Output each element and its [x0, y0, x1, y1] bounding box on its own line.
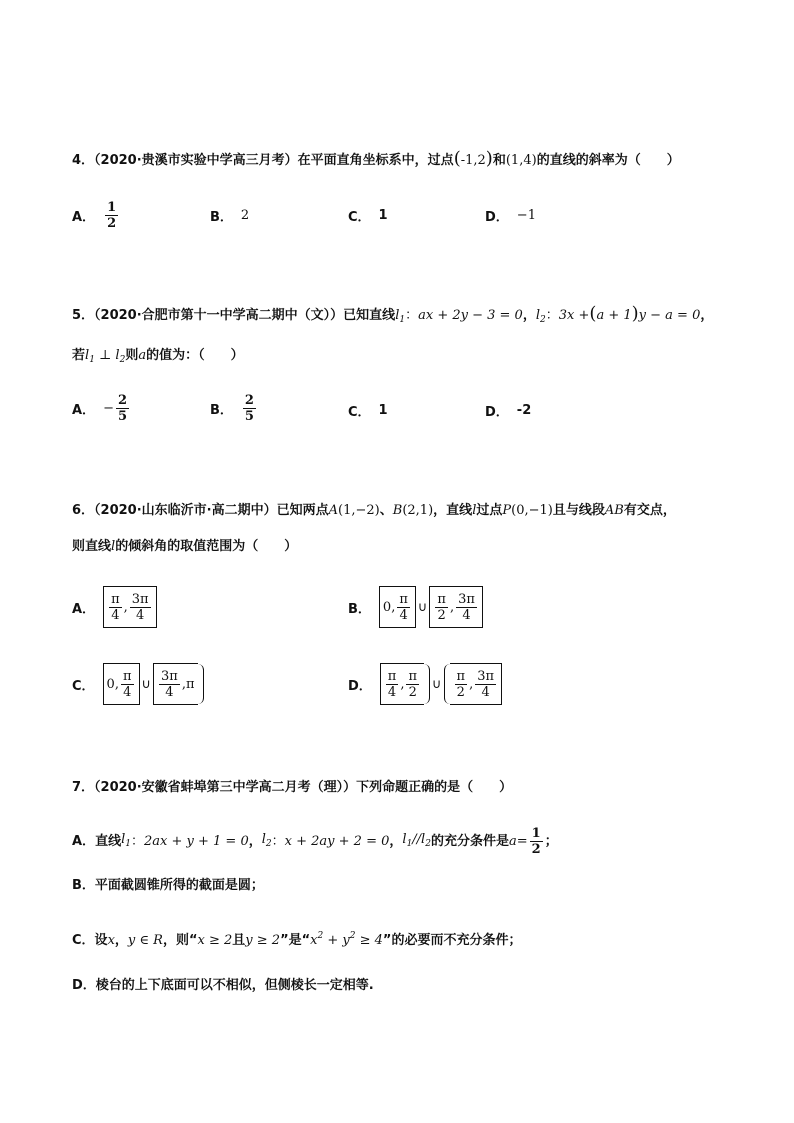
option-label: C．: [348, 405, 371, 420]
interval: $\frac{\pi}{2}$ , $\frac{3\pi}{4}$: [450, 663, 503, 705]
q4-text-b: 的直线的斜率为（ ）: [536, 153, 680, 168]
q6-option-a: [72, 586, 157, 628]
option-value: -2: [516, 403, 532, 418]
q6-text-b: ，直线: [433, 503, 473, 518]
q7-text: 下列命题正确的是（ ）: [356, 780, 513, 795]
interval: 0 , $\frac{\pi}{4}$: [103, 663, 140, 705]
q6-line2-b: 的倾斜角的取值范围为（ ）: [115, 539, 298, 554]
option-label: C．: [348, 210, 371, 225]
q7-a-l1-eq: 2ax + y + 1 = 0: [144, 833, 249, 849]
option-label: A．: [72, 601, 96, 617]
q6-line2-a: 则直线: [72, 539, 112, 554]
q5-text-b: 的值为：（ ）: [146, 348, 244, 363]
q5-text-if: 若: [72, 348, 86, 363]
option-label: A．: [72, 403, 96, 418]
option-label: B．: [210, 403, 233, 418]
option-value: 2: [240, 208, 250, 223]
q6-text-a: 已知两点: [276, 503, 329, 518]
option-label: B．: [348, 601, 371, 617]
q6-source: （2020·山东临沂市·高二期中）: [94, 503, 277, 518]
q7-statement-c: C．设x，y ∈ R，则“x ≥ 2且y ≥ 2”是“$x^2 + y^2 \ge 4$”的必要而不充分条件；: [72, 931, 522, 948]
option-label: A．: [72, 833, 96, 849]
q6-option-d: D． $\frac{\pi}{4}$ , $\frac{\pi}{2}$ ∪ $\frac{\pi}{2}$ , $\frac{3\pi}{4}$: [348, 663, 502, 705]
q4-option-a: [72, 200, 120, 231]
question-4: 4．（2020·贵溪市实验中学高三月考）在平面直角坐标系中，过点(-1,2)和(1,4)的直线的斜率为（ ）: [72, 148, 680, 169]
q5-l1-equation: ax + 2y − 3 = 0: [418, 308, 523, 323]
fraction: $\frac{2}{5}$: [244, 393, 254, 424]
q6-point-a: 1,−2: [343, 503, 375, 518]
interval: 0 , $\frac{\pi}{4}$: [379, 586, 416, 628]
q6-point-b: 2,1: [407, 503, 429, 518]
option-label: C．: [72, 678, 95, 694]
option-label: B．: [210, 210, 233, 225]
q4-point-2: 1,4: [510, 153, 532, 168]
interval: $\frac{\pi}{4}$ , $\frac{\pi}{2}$: [380, 663, 424, 705]
q5-text-then: 则: [125, 348, 139, 363]
q5-number: 5．: [72, 308, 95, 323]
q6-sep: 、: [379, 503, 393, 518]
q6-text-e: 有交点，: [623, 503, 676, 518]
q5-source: （2020·合肥市第十一中学高二期中（文））: [94, 308, 344, 323]
q5-option-c: [348, 401, 388, 420]
q4-option-b: [210, 206, 249, 225]
option-label: D．: [485, 405, 509, 420]
q4-point-1: -1,2: [460, 153, 486, 168]
q6-point-p: 0,−1: [516, 503, 548, 518]
q6-text-c: 过点: [476, 503, 503, 518]
q7-statement-b: B．平面截圆锥所得的截面是圆；: [72, 878, 264, 893]
option-label: D．: [485, 210, 509, 225]
q7-statement-d: D．棱台的上下底面可以不相似，但侧棱长一定相等.: [72, 978, 374, 993]
interval: $\frac{\pi}{4}$ , $\frac{3\pi}{4}$: [103, 586, 157, 628]
q6-number: 6．: [72, 503, 95, 518]
question-6-line-2: 则直线l的倾斜角的取值范围为（ ）: [72, 539, 298, 554]
q5-l2-eq-a: 3x +: [558, 308, 590, 323]
q4-number: 4．: [72, 153, 95, 168]
question-5-line-2: 若$l_1$ ⊥ $l_2$则a的值为：（ ）: [72, 348, 244, 365]
q7-statement-a: A． 直线 $l_1$ ： 2ax + y + 1 = 0 ， $l_2$ ： x + 2ay + 2 = 0 ， $l_1//l_2$ 的充分条件是 a = $\frac{1}{2}$ ；: [72, 826, 558, 857]
option-value: 1: [378, 208, 388, 223]
q4-text-a: 在平面直角坐标系中，过点: [297, 153, 454, 168]
option-value: −1: [516, 208, 536, 223]
q6-text-d: 且与线段: [552, 503, 605, 518]
option-label: B．: [72, 878, 95, 893]
q7-a-l2-eq: x + 2ay + 2 = 0: [284, 833, 390, 849]
q7-source: （2020·安徽省蚌埠第三中学高二月考（理））: [94, 780, 357, 795]
option-value: 1: [378, 403, 388, 418]
q4-conj: 和: [492, 153, 506, 168]
q6-option-b: B． 0 , $\frac{\pi}{4}$ ∪ $\frac{\pi}{2}$ , $\frac{3\pi}{4}$: [348, 586, 483, 628]
interval: $\frac{3\pi}{4}$ , π: [153, 663, 198, 705]
q6-option-c: C． 0 , $\frac{\pi}{4}$ ∪ $\frac{3\pi}{4}$ , π: [72, 663, 204, 705]
q4-option-d: [485, 206, 536, 225]
q5-option-a: A． − $\frac{2}{5}$: [72, 393, 128, 424]
question-6: 6．（2020·山东临沂市·高二期中）已知两点A(1,−2)、B(2,1)，直线l过点P(0,−1)且与线段AB有交点，: [72, 503, 676, 518]
q6-segment: AB: [604, 503, 624, 518]
q7-number: 7．: [72, 780, 95, 795]
q5-option-d: [485, 401, 531, 420]
q4-option-c: [348, 206, 388, 225]
q5-l2-eq-b: y − a = 0: [638, 308, 701, 323]
question-5: 5．（2020·合肥市第十一中学高二期中（文））已知直线$l_1$：ax + 2y − 3 = 0，$l_2$：3x +(a + 1)y − a = 0，: [72, 303, 714, 325]
q5-text-a: 已知直线: [343, 308, 396, 323]
option-label: D．: [72, 978, 96, 993]
q5-option-b: [210, 393, 258, 424]
option-label: A．: [72, 210, 96, 225]
fraction: $\frac{2}{5}$: [117, 393, 128, 424]
interval: $\frac{\pi}{2}$ , $\frac{3\pi}{4}$: [429, 586, 483, 628]
fraction: $\frac{1}{2}$: [107, 200, 117, 231]
option-label: D．: [348, 678, 372, 694]
q4-source: （2020·贵溪市实验中学高三月考）: [94, 153, 298, 168]
fraction: $\frac{1}{2}$: [531, 826, 541, 857]
option-label: C．: [72, 933, 95, 948]
q5-l2-eq-paren: a + 1: [596, 308, 632, 323]
question-7: [72, 778, 512, 798]
